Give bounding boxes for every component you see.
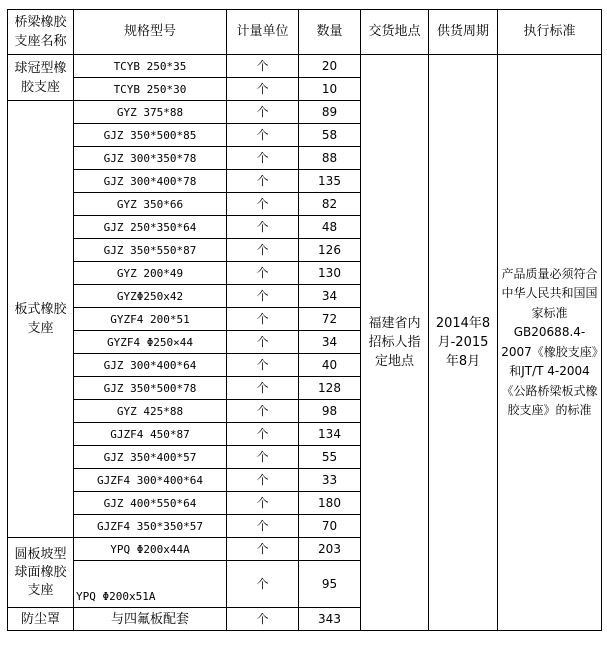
- qty-cell: 180: [299, 492, 361, 515]
- qty-cell: 10: [299, 78, 361, 101]
- unit-cell: 个: [227, 492, 299, 515]
- unit-cell: 个: [227, 308, 299, 331]
- group-name-cell: 板式橡胶支座: [8, 101, 74, 538]
- spec-cell: GYZΦ250x42: [74, 285, 227, 308]
- spec-cell: GYZ 425*88: [74, 400, 227, 423]
- unit-cell: 个: [227, 377, 299, 400]
- spec-cell: GYZ 350*66: [74, 193, 227, 216]
- qty-cell: 72: [299, 308, 361, 331]
- spec-cell: GJZ 350*550*87: [74, 239, 227, 262]
- spec-cell: GJZF4 300*400*64: [74, 469, 227, 492]
- spec-cell: TCYB 250*30: [74, 78, 227, 101]
- unit-cell: 个: [227, 101, 299, 124]
- qty-cell: 70: [299, 515, 361, 538]
- spec-cell: GYZ 200*49: [74, 262, 227, 285]
- supply-period-cell: 2014年8月-2015年8月: [429, 55, 498, 631]
- qty-cell: 82: [299, 193, 361, 216]
- unit-cell: 个: [227, 538, 299, 561]
- qty-cell: 34: [299, 331, 361, 354]
- qty-cell: 128: [299, 377, 361, 400]
- table-container: [7, 9, 602, 631]
- qty-cell: 34: [299, 285, 361, 308]
- unit-cell: 个: [227, 331, 299, 354]
- qty-cell: 98: [299, 400, 361, 423]
- group-name-cell: 球冠型橡胶支座: [8, 55, 74, 101]
- unit-cell: 个: [227, 515, 299, 538]
- qty-cell: 126: [299, 239, 361, 262]
- unit-cell: 个: [227, 170, 299, 193]
- spec-cell: 与四氟板配套: [74, 608, 227, 631]
- qty-cell: 33: [299, 469, 361, 492]
- standard-cell: 产品质量必须符合中华人民共和国国家标准GB20688.4-2007《橡胶支座》和JT/T 4-2004《公路桥梁板式橡胶支座》的标准: [498, 55, 602, 631]
- header-period: 供货周期: [429, 10, 498, 55]
- unit-cell: 个: [227, 446, 299, 469]
- qty-cell: 48: [299, 216, 361, 239]
- spec-cell: TCYB 250*35: [74, 55, 227, 78]
- unit-cell: 个: [227, 216, 299, 239]
- spec-cell: GJZ 250*350*64: [74, 216, 227, 239]
- unit-cell: 个: [227, 193, 299, 216]
- header-place: 交货地点: [361, 10, 429, 55]
- spec-cell: GJZ 350*400*57: [74, 446, 227, 469]
- header-unit: 计量单位: [227, 10, 299, 55]
- bearing-table: [7, 9, 602, 631]
- qty-cell: 20: [299, 55, 361, 78]
- header-spec: 规格型号: [74, 10, 227, 55]
- spec-cell: GJZ 300*350*78: [74, 147, 227, 170]
- spec-cell: GJZF4 450*87: [74, 423, 227, 446]
- group-name-cell: 防尘罩: [8, 608, 74, 631]
- unit-cell: 个: [227, 55, 299, 78]
- qty-cell: 88: [299, 147, 361, 170]
- unit-cell: 个: [227, 561, 299, 608]
- delivery-place-cell: 福建省内招标人指定地点: [361, 55, 429, 631]
- unit-cell: 个: [227, 124, 299, 147]
- spec-cell: GJZF4 350*350*57: [74, 515, 227, 538]
- qty-cell: 95: [299, 561, 361, 608]
- header-row: [8, 10, 602, 55]
- unit-cell: 个: [227, 354, 299, 377]
- unit-cell: 个: [227, 400, 299, 423]
- spec-cell: GJZ 300*400*78: [74, 170, 227, 193]
- header-standard: 执行标准: [498, 10, 602, 55]
- spec-cell: GYZ 375*88: [74, 101, 227, 124]
- spec-cell: GYZF4 200*51: [74, 308, 227, 331]
- spec-cell: GJZ 300*400*64: [74, 354, 227, 377]
- qty-cell: 130: [299, 262, 361, 285]
- unit-cell: 个: [227, 147, 299, 170]
- spec-cell: GJZ 350*500*85: [74, 124, 227, 147]
- qty-cell: 89: [299, 101, 361, 124]
- unit-cell: 个: [227, 239, 299, 262]
- spec-cell: YPQ Φ200x44A: [74, 538, 227, 561]
- header-qty: 数量: [299, 10, 361, 55]
- spec-cell: GJZ 400*550*64: [74, 492, 227, 515]
- table-row: [8, 55, 602, 78]
- unit-cell: 个: [227, 469, 299, 492]
- unit-cell: 个: [227, 423, 299, 446]
- qty-cell: 55: [299, 446, 361, 469]
- qty-cell: 203: [299, 538, 361, 561]
- group-name-cell: 圆板坡型球面橡胶支座: [8, 538, 74, 608]
- unit-cell: 个: [227, 285, 299, 308]
- unit-cell: 个: [227, 608, 299, 631]
- qty-cell: 135: [299, 170, 361, 193]
- unit-cell: 个: [227, 78, 299, 101]
- header-name: 桥梁橡胶支座名称: [8, 10, 74, 55]
- qty-cell: 134: [299, 423, 361, 446]
- qty-cell: 58: [299, 124, 361, 147]
- spec-cell: YPQ Φ200x51A: [74, 561, 227, 608]
- qty-cell: 40: [299, 354, 361, 377]
- qty-cell: 343: [299, 608, 361, 631]
- spec-cell: GJZ 350*500*78: [74, 377, 227, 400]
- unit-cell: 个: [227, 262, 299, 285]
- spec-cell: GYZF4 Φ250×44: [74, 331, 227, 354]
